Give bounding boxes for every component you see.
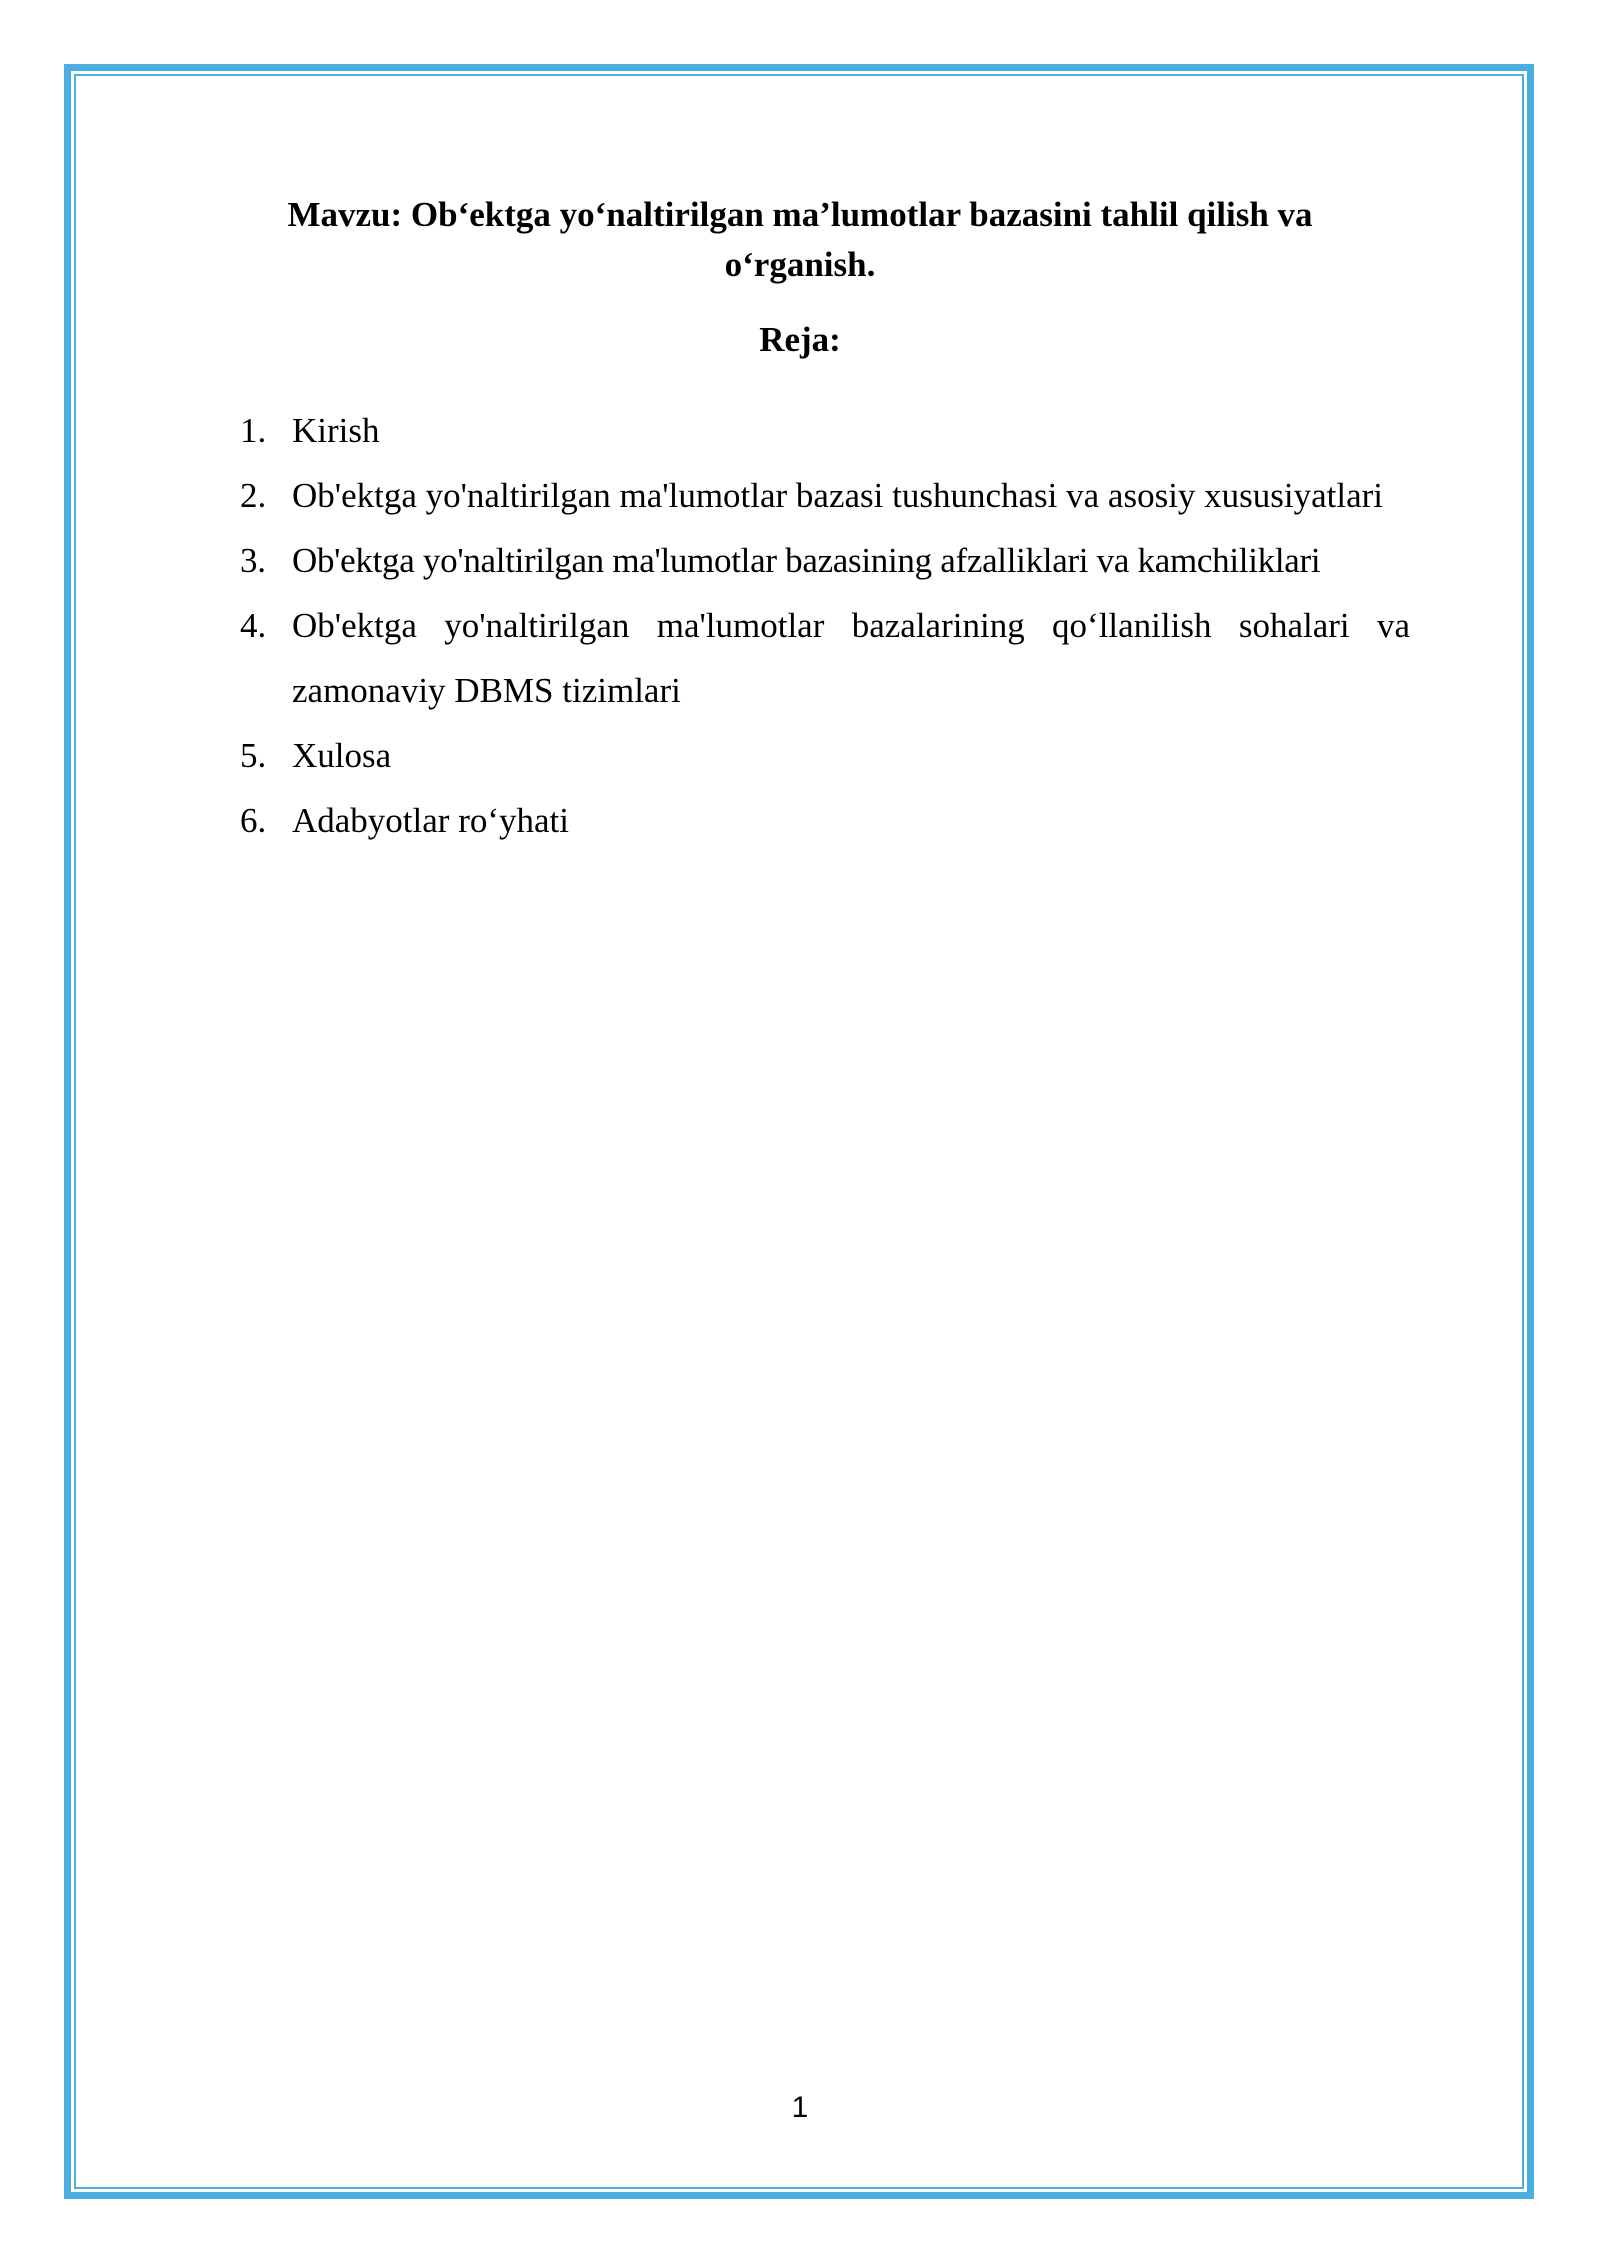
plan-item-number: 1. (240, 411, 267, 450)
plan-item-text: Adabyotlar ro‘yhati (292, 801, 569, 840)
page-border-inner (74, 74, 1524, 2189)
plan-item-1 (240, 398, 1410, 463)
plan-item-3 (240, 528, 1410, 593)
topic-title-line-1: Mavzu: Ob‘ektga yo‘naltirilgan ma’lumotlar bazasini tahlil qilish va (287, 195, 1313, 234)
topic-title (230, 190, 1370, 290)
plan-item-number: 2. (240, 476, 267, 515)
plan-heading: Reja: (759, 320, 841, 359)
plan-item-number: 3. (240, 541, 266, 580)
plan-item-2 (240, 463, 1410, 528)
plan-item-text: Ob'ektga yo'naltirilgan ma'lumotlar bazalarining qo‘llanilish sohalari va zamonaviy DBMS tizimlari (292, 606, 1410, 710)
plan-item-4 (240, 593, 1410, 723)
plan-item-6 (240, 788, 1410, 853)
plan-item-number: 5. (240, 736, 267, 775)
plan-item-text: Kirish (292, 411, 380, 450)
plan-item-text: Ob'ektga yo'naltirilgan ma'lumotlar bazasining afzalliklari va kamchiliklari (292, 541, 1321, 580)
plan-list (240, 398, 1410, 853)
topic-title-line-2: o‘rganish. (724, 245, 876, 284)
plan-item-text: Ob'ektga yo'naltirilgan ma'lumotlar bazasi tushunchasi va asosiy xususiyatlari (292, 476, 1384, 515)
plan-item-number: 6. (240, 801, 267, 840)
plan-item-text: Xulosa (292, 736, 392, 775)
plan-item-5 (240, 723, 1410, 788)
page-number: 1 (791, 2091, 809, 2124)
plan-item-number: 4. (240, 606, 267, 645)
